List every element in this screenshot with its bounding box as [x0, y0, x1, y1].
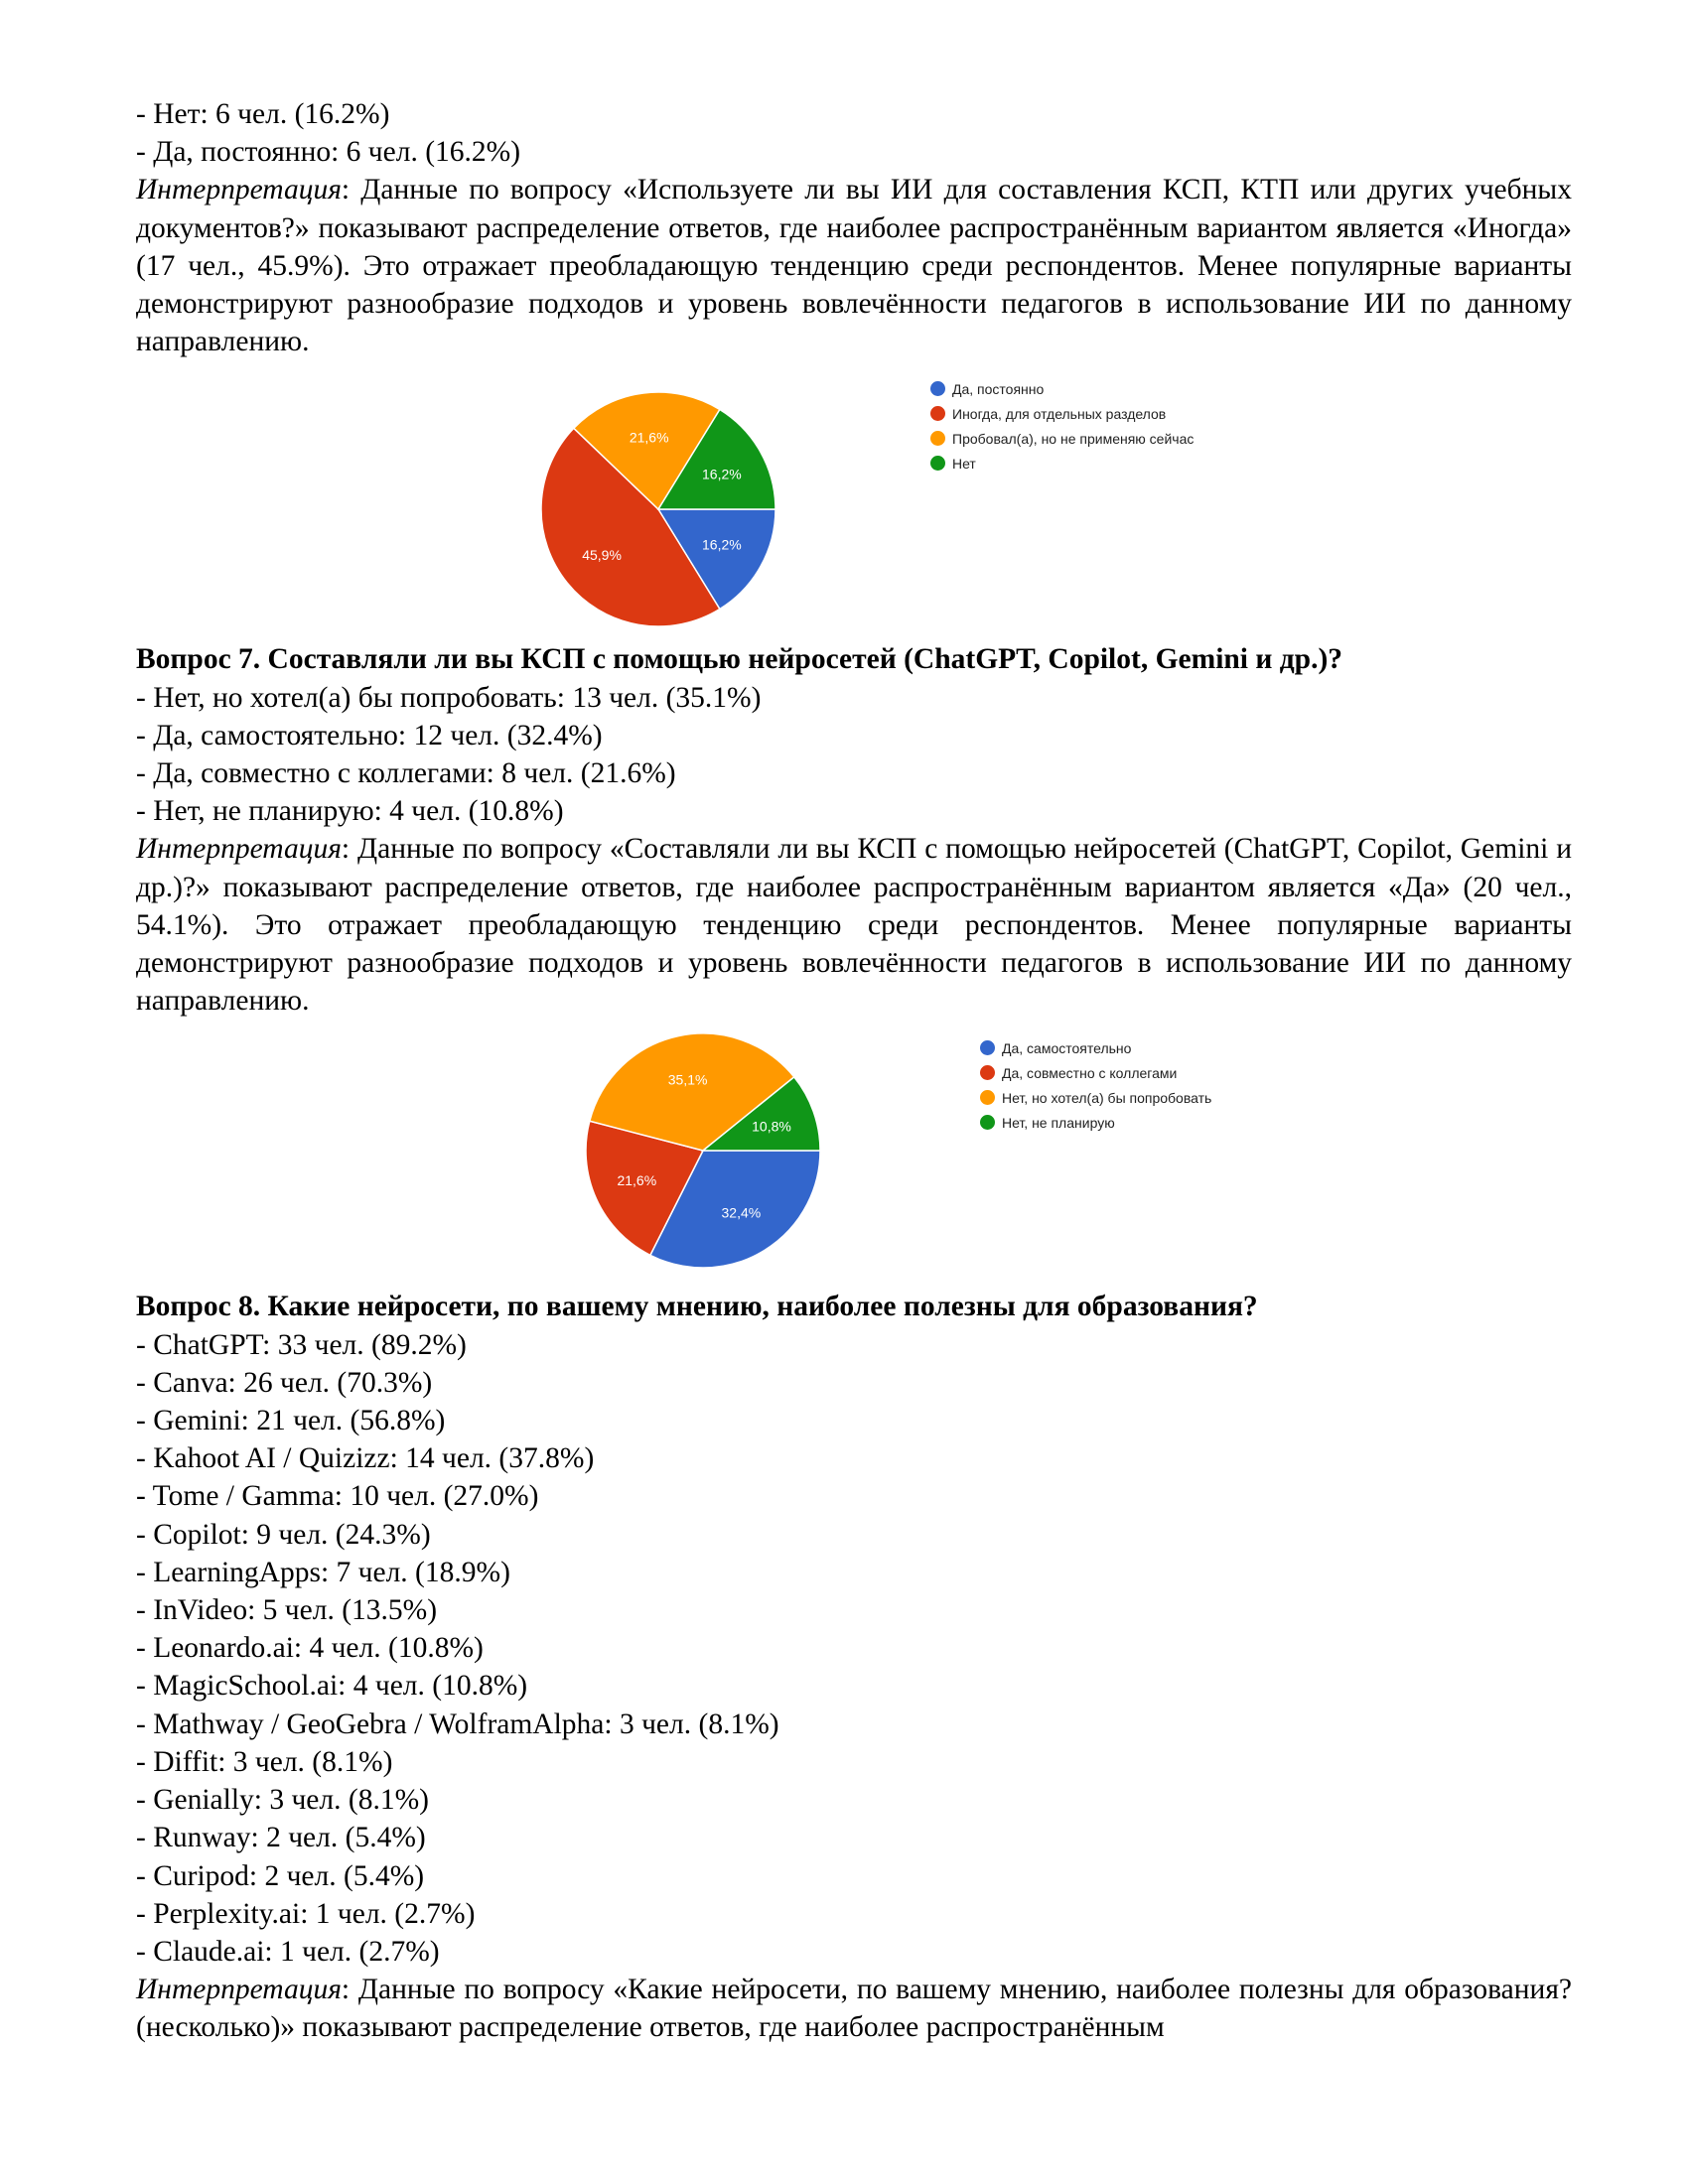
q7-answers	[136, 679, 1572, 831]
answer-line: - Нет, не планирую: 4 чел. (10.8%)	[136, 795, 564, 828]
legend-item	[930, 401, 1194, 426]
q8-interpretation	[136, 1971, 1572, 2046]
answer-line: - Gemini: 21 чел. (56.8%)	[136, 1405, 446, 1437]
legend-label: Нет, не планирую	[1002, 1114, 1115, 1131]
legend-label: Да, совместно с коллегами	[1002, 1064, 1178, 1081]
interpretation-label: Интерпретация	[136, 174, 342, 206]
answer-line: - Нет, но хотел(а) бы попробовать: 13 чел. (35.1%)	[136, 681, 762, 714]
legend-label: Да, постоянно	[952, 380, 1045, 397]
slice-label: 10,8%	[752, 1119, 791, 1136]
answer-line: - Claude.ai: 1 чел. (2.7%)	[136, 1935, 440, 1968]
slice-label: 45,9%	[582, 547, 622, 564]
chart-legend	[930, 376, 1194, 476]
q8-answers	[136, 1326, 1572, 1971]
slice-label: 16,2%	[702, 537, 742, 554]
pie-chart-q7	[136, 1029, 1572, 1288]
legend-label: Пробовал(а), но не применяю сейчас	[952, 430, 1195, 447]
legend-dot-icon	[930, 381, 945, 396]
legend-dot-icon	[930, 431, 945, 446]
legend-item	[930, 426, 1194, 451]
legend-item	[980, 1085, 1211, 1110]
interpretation-label: Интерпретация	[136, 833, 342, 866]
legend-item	[980, 1060, 1211, 1085]
legend-dot-icon	[980, 1115, 995, 1130]
legend-item	[930, 376, 1194, 401]
interpretation-text: : Данные по вопросу «Используете ли вы ИИ для составления КСП, КТП или других учебных документов?» показывают распределение ответов, где наиболее распространённым вариантом является «Иногда» (17 чел., 45.9%). Это отражает преобладающую тенденцию среди респондентов. Менее популярные варианты демонстрируют разнообразие подходов и уровень вовлечённости педагогов в использование ИИ по данному направлению.	[136, 174, 1572, 358]
q7-heading: Вопрос 7. Составляли ли вы КСП с помощью нейросетей (ChatGPT, Copilot, Gemini и др.)?	[136, 643, 1343, 676]
slice-label: 21,6%	[617, 1172, 657, 1189]
slice-label: 16,2%	[702, 466, 742, 482]
slice-label: 35,1%	[667, 1071, 708, 1088]
answer-line: - Да, совместно с коллегами: 8 чел. (21.6%)	[136, 757, 676, 790]
legend-dot-icon	[980, 1065, 995, 1080]
answer-line: - Perplexity.ai: 1 чел. (2.7%)	[136, 1897, 476, 1930]
legend-label: Нет, но хотел(а) бы попробовать	[1002, 1089, 1212, 1106]
answer-line: - Да, постоянно: 6 чел. (16.2%)	[136, 136, 521, 169]
legend-label: Иногда, для отдельных разделов	[952, 405, 1167, 422]
pie-chart-q6	[136, 372, 1572, 640]
answer-line: - Kahoot AI / Quizizz: 14 чел. (37.8%)	[136, 1442, 595, 1475]
q6-interpretation	[136, 171, 1572, 360]
answer-line: - Genially: 3 чел. (8.1%)	[136, 1784, 429, 1817]
legend-dot-icon	[930, 406, 945, 421]
legend-label: Да, самостоятельно	[1002, 1039, 1132, 1056]
slice-label: 21,6%	[629, 429, 669, 446]
legend-label: Нет	[952, 455, 976, 472]
legend-dot-icon	[980, 1040, 995, 1055]
legend-item	[980, 1035, 1211, 1060]
answer-line: - Canva: 26 чел. (70.3%)	[136, 1366, 433, 1399]
answer-line: - MagicSchool.ai: 4 чел. (10.8%)	[136, 1670, 528, 1703]
slice-label: 32,4%	[721, 1204, 762, 1221]
answer-line: - Copilot: 9 чел. (24.3%)	[136, 1518, 431, 1551]
pie-chart-svg	[136, 1029, 1572, 1288]
answer-line: - Нет: 6 чел. (16.2%)	[136, 98, 390, 130]
interpretation-label: Интерпретация	[136, 1974, 342, 2006]
legend-item	[980, 1110, 1211, 1135]
answer-line: - Leonardo.ai: 4 чел. (10.8%)	[136, 1632, 484, 1665]
chart-legend	[980, 1035, 1211, 1135]
interpretation-text: : Данные по вопросу «Какие нейросети, по вашему мнению, наиболее полезны для образования? (несколько)» показывают распределение ответов, где наиболее распространённым	[136, 1974, 1572, 2044]
pie-chart-svg	[136, 372, 1572, 640]
answer-line: - Tome / Gamma: 10 чел. (27.0%)	[136, 1480, 539, 1513]
q7-interpretation	[136, 830, 1572, 1020]
answer-line: - Да, самостоятельно: 12 чел. (32.4%)	[136, 719, 603, 751]
answer-line: - Curipod: 2 чел. (5.4%)	[136, 1859, 425, 1892]
document-page	[136, 95, 1572, 2047]
q8-heading: Вопрос 8. Какие нейросети, по вашему мнению, наиболее полезны для образования?	[136, 1291, 1258, 1323]
q6-answers	[136, 95, 1572, 171]
legend-dot-icon	[930, 456, 945, 471]
answer-line: - InVideo: 5 чел. (13.5%)	[136, 1594, 438, 1627]
answer-line: - Runway: 2 чел. (5.4%)	[136, 1822, 426, 1854]
answer-line: - Diffit: 3 чел. (8.1%)	[136, 1745, 393, 1778]
interpretation-text: : Данные по вопросу «Составляли ли вы КСП с помощью нейросетей (ChatGPT, Copilot, Gemini и др.)?» показывают распределение ответов, где наиболее распространённым вариантом является «Да» (20 чел., 54.1%). Это отражает преобладающую тенденцию среди респондентов. Менее популярные варианты демонстрируют разнообразие подходов и уровень вовлечённости педагогов в использование ИИ по данному направлению.	[136, 833, 1572, 1018]
answer-line: - ChatGPT: 33 чел. (89.2%)	[136, 1328, 467, 1361]
answer-line: - LearningApps: 7 чел. (18.9%)	[136, 1556, 510, 1588]
legend-item	[930, 451, 1194, 476]
legend-dot-icon	[980, 1090, 995, 1105]
answer-line: - Mathway / GeoGebra / WolframAlpha: 3 чел. (8.1%)	[136, 1707, 779, 1740]
